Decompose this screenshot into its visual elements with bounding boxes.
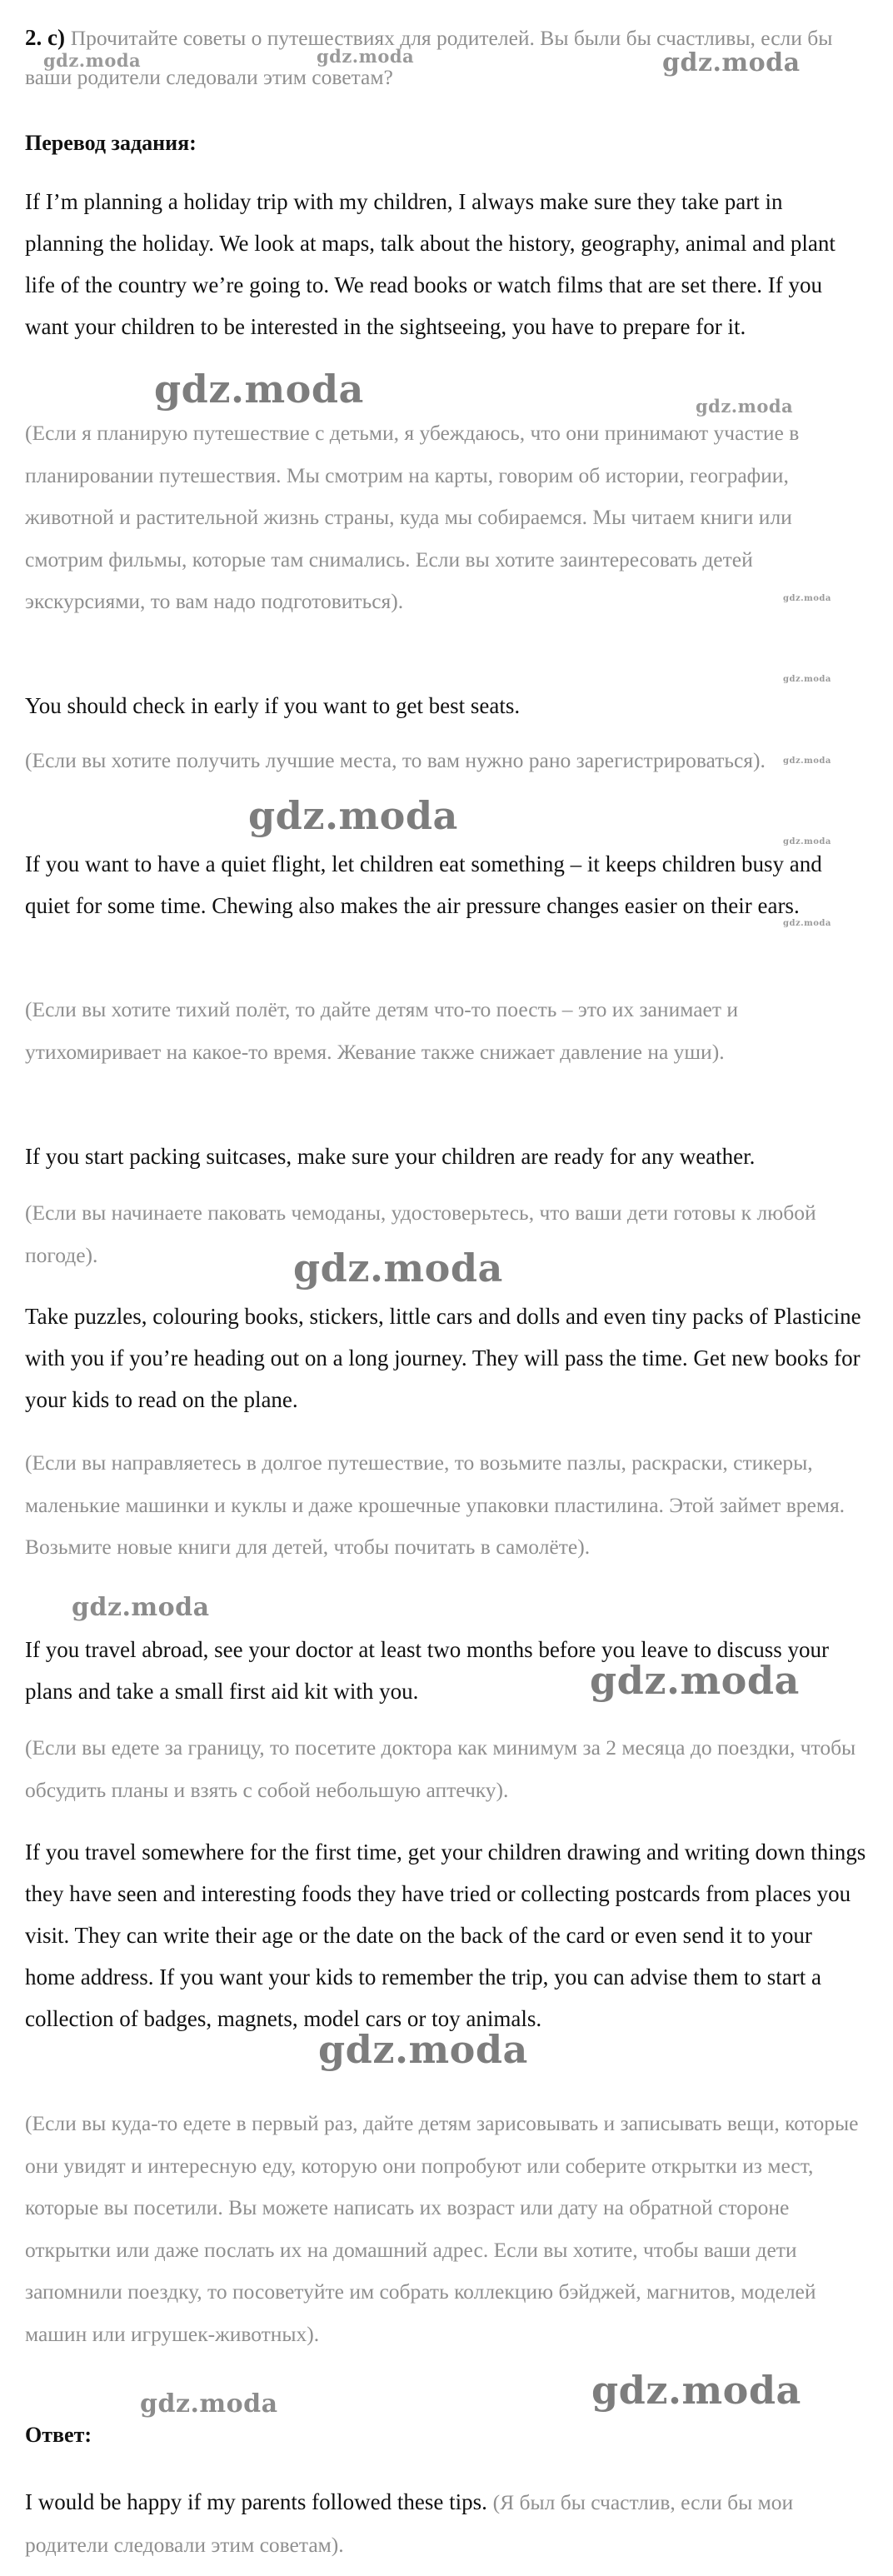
watermark: gdz.moda	[43, 50, 142, 71]
paragraph-en-2: You should check in early if you want to get best seats.	[25, 693, 521, 718]
paragraph-ru-5: (Если вы направляетесь в долгое путешествие, то возьмите пазлы, раскраски, стикеры, маленькие машинки и куклы и даже крошечные упаковки пластилина. Этой займет время. Возьмите новые книги для детей, чтобы почитать в самолёте).	[25, 1450, 846, 1559]
watermark: gdz.moda	[783, 919, 831, 928]
watermark: gdz.moda	[72, 1593, 210, 1622]
paragraph-ru-4: (Если вы начинаете паковать чемоданы, удостоверьтесь, что ваши дети готовы к любой погоде).	[25, 1201, 816, 1267]
watermark: gdz.moda	[248, 793, 458, 838]
answer-text	[25, 2481, 866, 2566]
paragraph-en-1: If I’m planning a holiday trip with my children, I always make sure they take part in planning the holiday. We look at maps, talk about the history, geography, animal and plant life of the country we’re going to. We read books or watch films that are set there. If you want your children to be interested in the sightseeing, you have to prepare for it.	[25, 189, 836, 339]
watermark: gdz.moda	[591, 2368, 801, 2413]
watermark: gdz.moda	[696, 396, 794, 417]
paragraph-ru-7: (Если вы куда-то едете в первый раз, дайте детям зарисовывать и записывать вещи, которые они увидят и интересную еду, которую они попробуют или соберите открытки из мест, которые вы посетили. Вы можете написать их возраст или дату на обратной стороне открытки или даже послать их на домашний адрес. Если вы хотите, чтобы ваши дети запомнили поездку, то посоветуйте им собрать коллекцию бэйджей, магнитов, моделей машин или игрушек-животных).	[25, 2111, 859, 2346]
watermark: gdz.moda	[293, 1246, 503, 1290]
answer-en: I would be happy if my parents followed these tips.	[25, 2489, 487, 2514]
paragraph-ru-1: (Если я планирую путешествие с детьми, я убеждаюсь, что они принимают участие в планировании путешествия. Мы смотрим на карты, говорим об истории, географии, животной и растительной жизнь страны, куда мы собираемся. Мы читаем книги или смотрим фильмы, которые там снимались. Если вы хотите заинтересовать детей экскурсиями, то вам надо подготовиться).	[25, 421, 800, 613]
watermark: gdz.moda	[662, 48, 801, 77]
paragraph-ru-2: (Если вы хотите получить лучшие места, то вам нужно рано зарегистрироваться).	[25, 748, 766, 772]
watermark: gdz.moda	[318, 2027, 528, 2072]
paragraph-ru-6: (Если вы едете за границу, то посетите доктора как минимум за 2 месяца до поездки, чтобы обсудить планы и взять с собой небольшую аптечку).	[25, 1735, 856, 1802]
paragraph-en-5: Take puzzles, colouring books, stickers, little cars and dolls and even tiny packs of Plasticine with you if you’re heading out on a long journey. They will pass the time. Get new books for your kids to read on the plane.	[25, 1304, 861, 1412]
paragraph-en-4: If you start packing suitcases, make sure your children are ready for any weather.	[25, 1144, 756, 1169]
watermark: gdz.moda	[783, 675, 831, 684]
watermark: gdz.moda	[783, 837, 831, 846]
task-number: 2. c)	[25, 25, 65, 50]
paragraph-en-6: If you travel abroad, see your doctor at least two months before you leave to discuss your plans and take a small first aid kit with you.	[25, 1637, 829, 1704]
answer-heading: Ответ:	[25, 2423, 92, 2447]
watermark: gdz.moda	[317, 46, 415, 67]
task-text: Прочитайте советы о путешествиях для родителей. Вы были бы счастливы, если бы ваши родители следовали этим советам?	[25, 26, 833, 89]
watermark: gdz.moda	[590, 1658, 800, 1703]
answer-ru: (Я был бы счастлив, если бы мои родители следовали этим советам).	[25, 2490, 794, 2557]
translation-heading: Перевод задания:	[25, 131, 197, 155]
paragraph-en-3: If you want to have a quiet flight, let children eat something – it keeps children busy and quiet for some time. Chewing also makes the air pressure changes easier on their ears.	[25, 851, 822, 918]
paragraph-ru-3: (Если вы хотите тихий полёт, то дайте детям что-то поесть – это их занимает и утихомиривает на какое-то время. Жевание также снижает давление на уши).	[25, 997, 738, 1064]
paragraph-en-7: If you travel somewhere for the first time, get your children drawing and writing down things they have seen and interesting foods they have tried or collecting postcards from places you visit. They can write their age or the date on the back of the card or even send it to your home address. If you want your kids to remember the trip, you can advise them to start a collection of badges, magnets, model cars or toy animals.	[25, 1840, 866, 2031]
watermark: gdz.moda	[154, 367, 364, 412]
watermark: gdz.moda	[140, 2389, 278, 2419]
watermark: gdz.moda	[783, 594, 831, 603]
watermark: gdz.moda	[783, 756, 831, 766]
